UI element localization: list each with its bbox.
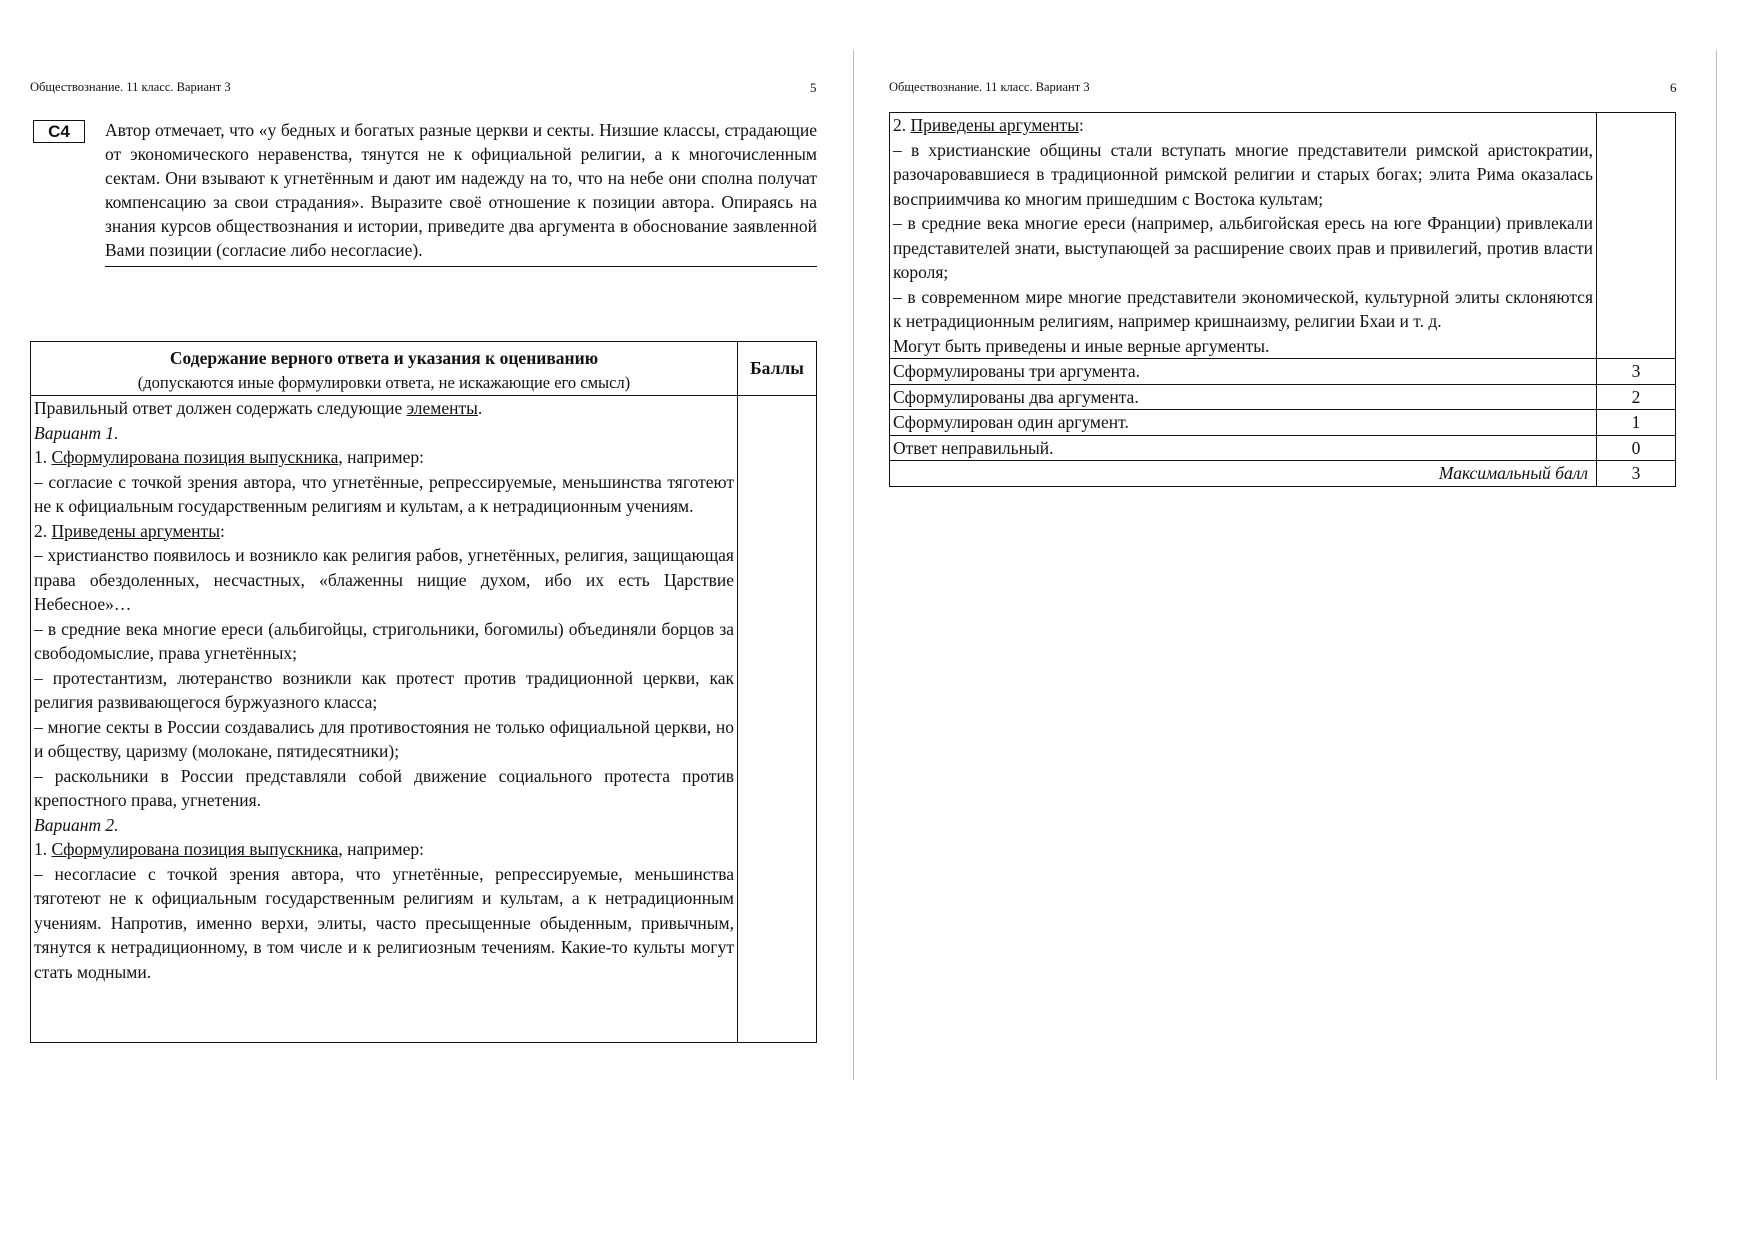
v1-item-1-suffix: , например: [338,447,424,467]
table-content-row [890,113,1676,359]
variant-2-heading: Вариант 2. [34,814,119,835]
item-2-suffix: : [1078,115,1084,135]
table-header-row [31,342,817,396]
task-text: Автор отмечает, что «у бедных и богатых разные церкви и секты. Низшие классы, страдающие от экономического неравенства, тянутся не к официальной религии, а к многочисленным сектам. Они взывают к угнетённым и дают им надежду на то, что на небе они сполна получат компенсацию за свои страдания». Выразите своё отношение к позиции автора. Опираясь на знания курсов обществознания и истории, приведите два аргумента в обоснование заявленной Вами позиции (согласие либо несогласие). [105,118,817,267]
v2-item-1 [34,837,734,862]
page-number: 6 [1670,80,1677,95]
v1-position: – согласие с точкой зрения автора, что угнетённые, репрессируемые, меньшинства тяготеют не к официальным государственным религиям и культам, а к нетрадиционным учениям. [34,471,734,516]
task-badge: С4 [33,120,85,143]
max-score-points: 3 [1597,461,1676,487]
v1-argument: – протестантизм, лютеранство возникли как протест против традиционной церкви, как религия развивающегося буржуазного класса; [34,667,734,712]
intro-prefix: Правильный ответ должен содержать следующие [34,398,407,418]
header-subtitle-text: (допускаются иные формулировки ответа, не искажающие его смысл) [137,372,631,392]
answer-table-continued [889,112,1676,487]
score-points: 2 [1597,384,1676,410]
v2-position: – несогласие с точкой зрения автора, что угнетённые, репрессируемые, меньшинства тяготеют не к официальным государственным религиям и культам, а к нетрадиционным учениям. Напротив, именно верхи, элиты, часто пресыщенные обыденным, привычным, тянутся к нетрадиционному, в том числе и к религиозным течениям. Какие-то культы могут стать модными. [34,863,734,982]
answer-content [31,396,738,1043]
item-2-num: 2. [893,115,911,135]
other-arguments-note: Могут быть приведены и иные верные аргументы. [893,335,1270,356]
v2-item-1-num: 1. [34,839,52,859]
score-label: Сформулирован один аргумент. [890,410,1597,436]
intro-suffix: . [477,398,483,418]
v1-item-1 [34,445,734,470]
v1-argument: – в средние века многие ереси (альбигойцы, стригольники, богомилы) объединяли борцов за свободомыслие, права угнетённых; [34,618,734,663]
score-points: 0 [1597,435,1676,461]
answer-content [890,113,1597,359]
argument: – в средние века многие ереси (например, альбигойская ересь на юге Франции) привлекали представителей знати, выступающей за расширение своих прав и привилегий, против власти короля; [893,213,1593,282]
table-content-row [31,396,817,1043]
v2-item-1-label: Сформулирована позиция выпускника [51,839,339,859]
item-2 [893,113,1593,138]
task-c4 [33,118,817,267]
score-row [890,435,1676,461]
argument: – в христианские общины стали вступать многие представители римской аристократии, разочаровавшиеся в традиционной римской религии и старых богах; элита Рима оказалась восприимчива ко многим пришедшим с Востока культам; [893,139,1593,209]
score-row [890,359,1676,385]
v2-item-1-suffix: , например: [338,839,424,859]
intro-line [34,396,734,421]
v1-item-1-num: 1. [34,447,52,467]
score-label: Ответ неправильный. [890,435,1597,461]
max-score-label: Максимальный балл [890,461,1597,487]
points-cell-empty [738,396,817,1043]
item-2-label: Приведены аргументы [910,115,1079,135]
page-divider-left [853,50,854,1080]
page-header: Обществознание. 11 класс. Вариант 3 [30,80,231,94]
table-header-title [31,342,738,396]
header-title-text: Содержание верного ответа и указания к оцениванию [169,348,599,368]
max-score-row [890,461,1676,487]
page-number: 5 [810,80,817,95]
v1-item-2-suffix: : [219,520,225,541]
points-cell-empty [1597,113,1676,359]
v1-argument: – христианство появилось и возникло как религия рабов, угнетённых, религия, защищающая права обездоленных, несчастных, «блаженны нищие духом, ибо их есть Царствие Небесное»… [34,545,734,614]
score-points: 3 [1597,359,1676,385]
v1-argument: – многие секты в России создавались для противостояния не только официальной церкви, но и обществу, царизму (молокане, пятидесятники); [34,716,734,761]
score-label: Сформулированы три аргумента. [890,359,1597,385]
page-divider-right [1716,50,1717,1080]
score-row [890,410,1676,436]
intro-elements: элементы [406,398,478,418]
v1-item-2 [34,519,734,544]
v1-item-2-label: Приведены аргументы [51,520,220,541]
score-points: 1 [1597,410,1676,436]
v1-argument: – раскольники в России представляли собой движение социального протеста против крепостного права, угнетения. [34,765,734,810]
score-row [890,384,1676,410]
v1-item-1-label: Сформулирована позиция выпускника [51,447,339,467]
v1-item-2-num: 2. [34,520,52,541]
answer-table [30,341,817,1043]
page-header: Обществознание. 11 класс. Вариант 3 [889,80,1090,94]
score-label: Сформулированы два аргумента. [890,384,1597,410]
variant-1-heading: Вариант 1. [34,422,119,443]
argument: – в современном мире многие представители экономической, культурной элиты склоняются к нетрадиционным религиям, например кришнаизму, религии Бхаи и т. д. [893,286,1593,331]
table-header-points: Баллы [738,342,817,396]
